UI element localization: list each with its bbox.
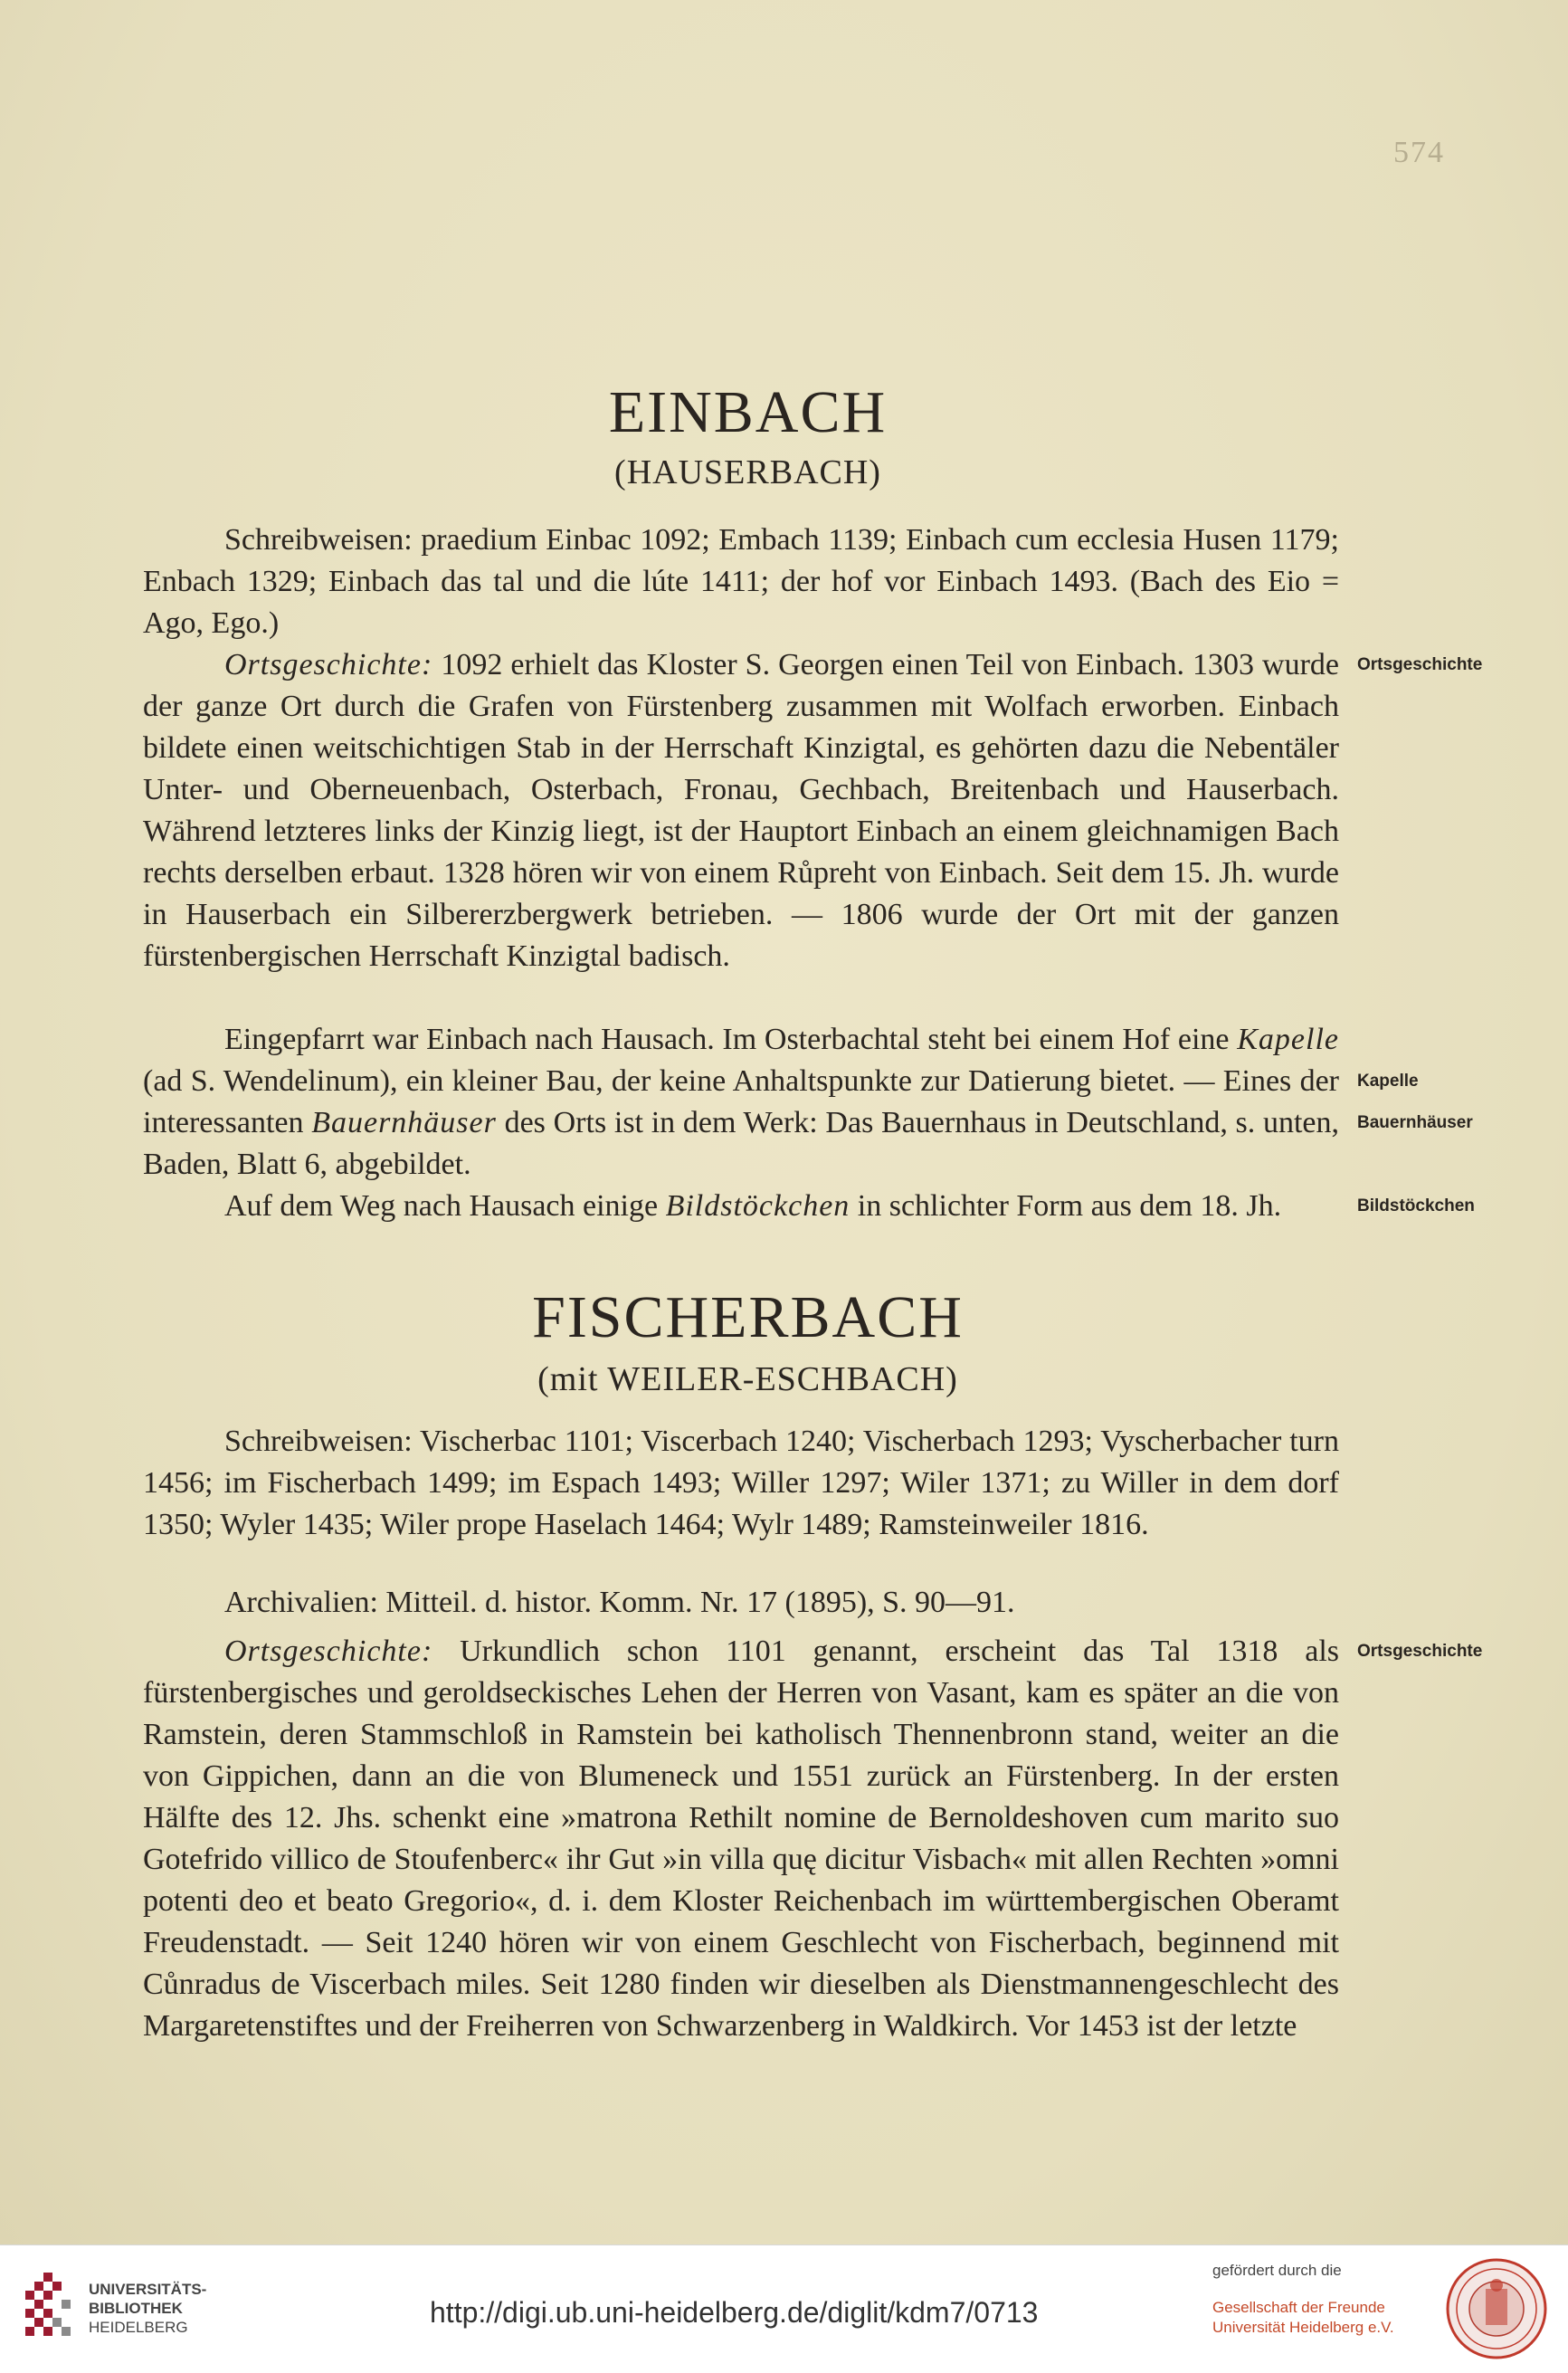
ortsgeschichte-label-fischerbach: Ortsgeschichte:	[224, 1634, 433, 1668]
funded-by-label: gefördert durch die	[1212, 2262, 1342, 2279]
kapelle-text-b: (ad S. Wendelinum), ein kleiner Bau, der keine Anhaltspunkte zur Datierung bietet. — Eines der interessanten	[143, 1064, 1339, 1139]
ortsgeschichte-text-fischerbach: Urkundlich schon 1101 genannt, erscheint das Tal 1318 als fürstenbergisches und geroldseckisches Lehen der Herren von Vasant, kam es später an die von Ramstein, deren Stammschloß in Ramstein bei katholisch Thennenbronn stand, weiter an die von Gippichen, dann an die von Blumeneck und 1551 zurück an Fürstenberg. In der ersten Hälfte des 12. Jhs. schenkt eine »matrona Rethilt nomine de Bernoldeshoven cum marito suo Gotefrido villico de Stoufenberc« ihr Gut »in villa quę dicitur Visbach« mit allen Rechten »omni potenti deo et beato Gregorio«, d. i. dem Kloster Reichenbach im württembergischen Oberamt Freudenstadt. — Seit 1240 hören wir von einem Geschlecht von Fischerbach, beginnend mit Cůnradus de Viscerbach miles. Seit 1280 finden wir dieselben als Dienstmannengeschlecht des Margaretenstiftes und der Freiherren von Schwarzenberg in Waldkirch. Vor 1453 ist der letzte	[143, 1634, 1339, 2043]
library-name-line3: HEIDELBERG	[89, 2319, 188, 2336]
margin-note-ortsgeschichte-fischerbach: Ortsgeschichte	[1357, 1642, 1483, 1661]
university-seal-icon	[1446, 2258, 1547, 2359]
margin-note-ortsgeschichte: Ortsgeschichte	[1357, 655, 1483, 674]
paragraph-schreibweisen-fischerbach: Schreibweisen: Vischerbac 1101; Viscerbach 1240; Vischerbach 1293; Vyscherbacher turn 1456; im Fischerbach 1499; im Espach 1493; Willer 1297; Wiler 1371; zu Willer in dem dorf 1350; Wyler 1435; Wiler prope Haselach 1464; Wylr 1489; Ramsteinweiler 1816.	[143, 1425, 1339, 1541]
library-name	[89, 2280, 206, 2337]
paragraph-archivalien: Archivalien: Mitteil. d. histor. Komm. Nr. 17 (1895), S. 90—91.	[224, 1586, 1015, 1619]
ortsgeschichte-label: Ortsgeschichte:	[224, 648, 433, 681]
section-subtitle-einbach: (HAUSERBACH)	[614, 453, 881, 491]
section-title-einbach: EINBACH	[608, 379, 888, 445]
kapelle-text-a: Eingepfarrt war Einbach nach Hausach. Im Osterbachtal steht bei einem Hof eine	[224, 1023, 1230, 1056]
society-name-line1: Gesellschaft der Freunde	[1212, 2299, 1385, 2316]
society-name	[1212, 2298, 1394, 2338]
ortsgeschichte-text: 1092 erhielt das Kloster S. Georgen einen Teil von Einbach. 1303 wurde der ganze Ort durch die Grafen von Fürstenberg zusammen mit Wolfach erworben. Einbach bildete einen weitschichtigen Stab in der Herrschaft Kinzigtal, es gehörten dazu die Nebentäler Unter- und Oberneuenbach, Osterbach, Fronau, Gechbach, Breitenbach und Hauserbach. Während letzteres links der Kinzig liegt, ist der Hauptort Einbach an einem gleichnamigen Bach rechts derselben erbaut. 1328 hören wir von einem Růpreht von Einbach. Seit dem 15. Jh. wurde in Hauserbach ein Silbererzbergwerk betrieben. — 1806 wurde der Ort mit der ganzen fürstenbergischen Herrschaft Kinzigtal badisch.	[143, 648, 1339, 973]
paragraph-ortsgeschichte-fischerbach	[143, 1631, 1339, 2047]
permalink-url[interactable]: http://digi.ub.uni-heidelberg.de/diglit/kdm7/0713	[430, 2296, 1039, 2329]
section-subtitle-fischerbach: (mit WEILER-ESCHBACH)	[537, 1360, 958, 1398]
kapelle-text-c: des Orts ist in dem Werk: Das Bauernhaus in Deutschland, s. unten, Baden, Blatt 6, abgebildet.	[143, 1106, 1340, 1181]
paragraph-ortsgeschichte-einbach	[143, 644, 1339, 977]
paragraph-schreibweisen-einbach: Schreibweisen: praedium Einbac 1092; Embach 1139; Einbach cum ecclesia Husen 1179; Enbach 1329; Einbach das tal und die lúte 1411; der hof vor Einbach 1493. (Bach des Eio = Ago, Ego.)	[143, 523, 1339, 640]
bild-text-b: in schlichter Form aus dem 18. Jh.	[857, 1189, 1282, 1223]
bild-text-a: Auf dem Weg nach Hausach einige	[224, 1189, 659, 1223]
margin-note-bildstoeckchen: Bildstöckchen	[1357, 1196, 1475, 1215]
margin-note-kapelle: Kapelle	[1357, 1072, 1419, 1091]
page-number: 574	[1393, 136, 1445, 169]
society-name-line2: Universität Heidelberg e.V.	[1212, 2319, 1394, 2336]
kapelle-term: Kapelle	[1237, 1023, 1339, 1056]
section-title-fischerbach: FISCHERBACH	[532, 1284, 964, 1350]
library-name-line2: BIBLIOTHEK	[89, 2300, 183, 2317]
margin-note-bauernhaeuser: Bauernhäuser	[1357, 1113, 1473, 1132]
library-name-line1: UNIVERSITÄTS-	[89, 2281, 207, 2298]
footer-bar	[0, 2244, 1568, 2373]
paragraph-kapelle	[143, 1019, 1339, 1186]
university-library-logo-icon	[25, 2273, 80, 2345]
bauernhaeuser-term: Bauernhäuser	[311, 1106, 497, 1139]
paragraph-bildstoeckchen	[143, 1186, 1339, 1227]
bildstoeckchen-term: Bildstöckchen	[665, 1189, 851, 1223]
